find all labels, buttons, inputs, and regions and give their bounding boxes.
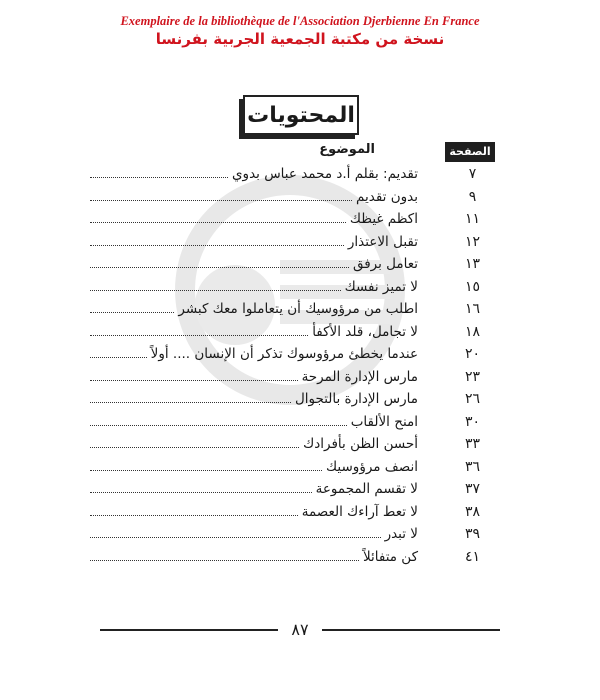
footer-rule-right [322, 629, 500, 631]
toc-entry-page: ٧ [468, 166, 477, 182]
toc-entry [90, 456, 500, 479]
toc-entry [90, 546, 500, 569]
toc-entry-title-wrap [90, 163, 418, 185]
toc-entry-page: ٢٠ [464, 346, 481, 362]
toc-entry [90, 433, 500, 456]
toc-entry-page: ١١ [464, 211, 481, 227]
toc-entry [90, 253, 500, 276]
toc-entry [90, 501, 500, 524]
toc-entry-title-wrap [90, 276, 418, 298]
leader-dots [90, 357, 147, 358]
leader-dots [90, 470, 322, 471]
toc-entry-title: امنح الألقاب [350, 413, 418, 430]
toc-entry-title-wrap [90, 321, 418, 343]
toc-entry [90, 523, 500, 546]
leader-dots [90, 335, 308, 336]
toc-entry-title: أحسن الظن بأفرادك [303, 436, 418, 452]
toc-entry-title-wrap [90, 343, 418, 365]
toc-entry-page: ١٢ [464, 233, 481, 250]
toc-entry-title: تقبل الاعتذار [347, 233, 418, 250]
leader-dots [90, 177, 228, 178]
toc-entry-title: مارس الإدارة بالتجوال [294, 391, 418, 407]
toc-entry-page: ١٣ [464, 256, 481, 272]
toc-entry-title-wrap [90, 433, 418, 455]
toc-entry-title: تقديم: بقلم أ.د محمد عباس بدوي [231, 166, 418, 182]
toc-entry-title-wrap [90, 388, 418, 410]
page-column-header: الصفحة [445, 142, 495, 162]
leader-dots [90, 515, 298, 516]
leader-dots [90, 447, 299, 448]
toc-entry-page: ٢٦ [464, 391, 481, 407]
toc-entry [90, 321, 500, 344]
toc-entry-page: ٣٨ [464, 503, 481, 520]
toc-entry-title: انصف مرؤوسيك [326, 458, 418, 475]
toc-entry-title: اطلب من مرؤوسيك أن يتعاملوا معك كبشر [178, 301, 418, 317]
toc-entry-title-wrap [90, 456, 418, 478]
contents-title-box [243, 95, 359, 135]
toc-entry-title-wrap [90, 546, 418, 568]
toc-entry-page: ٤١ [464, 548, 481, 565]
page-number: ٨٧ [291, 620, 309, 639]
leader-dots [90, 245, 344, 246]
toc-entry-title: لا تعط آراءك العصمة [301, 503, 418, 520]
toc-entry [90, 343, 500, 366]
topic-column-header: الموضوع [319, 142, 375, 157]
toc-entry-title: لا تقسم المجموعة [315, 481, 418, 497]
toc-entry-title-wrap [90, 208, 418, 230]
toc-entry-title: بدون تقديم [356, 188, 418, 205]
toc-entry-title: كن متفائلاً [362, 548, 418, 565]
toc-entry-page: ٣٣ [464, 436, 481, 452]
library-stamp-arabic: نسخة من مكتبة الجمعية الجربية بفرنسا [155, 30, 445, 48]
toc-entry [90, 186, 500, 209]
leader-dots [90, 537, 381, 538]
library-stamp-french: Exemplaire de la bibliothèque de l'Association Djerbienne En France [120, 14, 480, 28]
toc-entry-title-wrap [90, 501, 418, 523]
page-footer [100, 618, 500, 642]
toc-entry-page: ٩ [468, 188, 477, 205]
toc-entry [90, 388, 500, 411]
leader-dots [90, 222, 346, 223]
leader-dots [90, 425, 347, 426]
toc-entry-page: ٢٣ [464, 368, 481, 385]
toc-entry-title-wrap [90, 298, 418, 320]
toc-entry-title-wrap [90, 411, 418, 433]
toc-entry-title: عندما يخطئ مرؤوسوك تذكر أن الإنسان .... أولاً [150, 346, 418, 362]
toc-entry [90, 478, 500, 501]
leader-dots [90, 402, 291, 403]
leader-dots [90, 290, 341, 291]
toc-entry [90, 298, 500, 321]
toc-entry [90, 366, 500, 389]
toc-entry [90, 163, 500, 186]
toc-entry-title-wrap [90, 523, 418, 545]
toc-entry [90, 276, 500, 299]
page-title: المحتويات [247, 102, 355, 128]
toc-entry-title: تعامل برفق [352, 256, 418, 272]
toc-entry [90, 231, 500, 254]
leader-dots [90, 200, 352, 201]
toc-entry-title: اكظم غيظك [349, 211, 418, 227]
toc-entry-title-wrap [90, 253, 418, 275]
toc-entry-page: ١٥ [464, 278, 481, 295]
toc-entry [90, 411, 500, 434]
toc-entry-page: ١٦ [464, 301, 481, 317]
toc-entry-title: لا تجامل، قلد الأكفأ [312, 323, 418, 340]
toc-entry-title: لا تبدر [384, 526, 418, 542]
toc-entry-page: ٣٩ [464, 526, 481, 542]
leader-dots [90, 267, 349, 268]
toc-entry-title: لا تميز نفسك [344, 278, 418, 295]
toc-entry-title-wrap [90, 186, 418, 208]
leader-dots [90, 492, 312, 493]
toc-entry [90, 208, 500, 231]
toc-entry-title-wrap [90, 231, 418, 253]
leader-dots [90, 380, 298, 381]
toc-entry-title-wrap [90, 478, 418, 500]
leader-dots [90, 560, 359, 561]
leader-dots [90, 312, 174, 313]
toc-entry-page: ٣٠ [464, 413, 481, 430]
toc-entry-page: ٣٧ [464, 481, 481, 497]
toc-header [85, 142, 495, 162]
toc-entry-page: ١٨ [464, 323, 481, 340]
toc-entry-title: مارس الإدارة المرحة [301, 368, 418, 385]
toc-entry-page: ٣٦ [464, 458, 481, 475]
toc-entry-title-wrap [90, 366, 418, 388]
table-of-contents [90, 163, 500, 568]
